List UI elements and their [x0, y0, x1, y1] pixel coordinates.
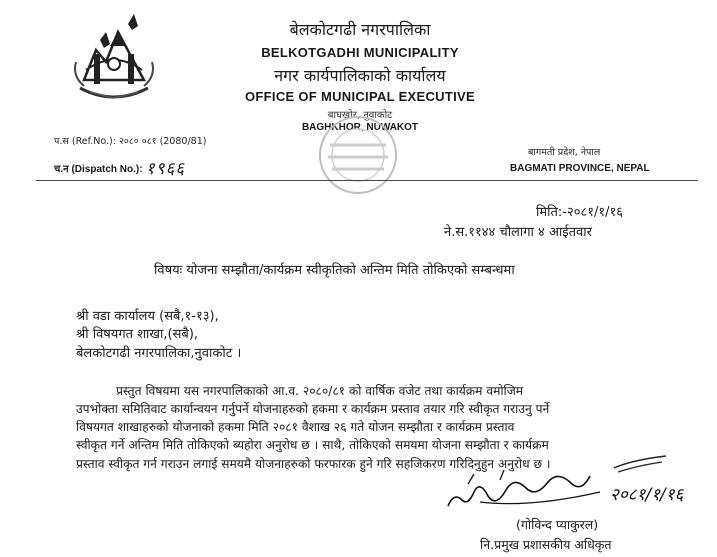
office-stamp	[300, 115, 410, 205]
municipality-logo	[66, 10, 162, 104]
province-np: बागमती प्रदेश, नेपाल	[528, 147, 601, 158]
office-name-en: OFFICE OF MUNICIPAL EXECUTIVE	[245, 89, 475, 104]
ref-value: २०८० ०८१ (2080/81)	[118, 136, 207, 147]
municipality-name-np: बेलकोटगढी नगरपालिका	[289, 20, 431, 39]
body-line: प्रस्ताव स्वीकृत गर्न गराउन लगाई समयमै योजनाहरुको फरफारक हुने गरि सहजिकरण गरिदिनुहुन अनुरोध छ ।	[76, 457, 551, 471]
subject-line: विषयः योजना सम्झौता/कार्यक्रम स्वीकृतिको अन्तिम मिति तोकिएको सम्बन्धमा	[154, 263, 515, 278]
body-line: स्वीकृत गर्ने अन्तिम मिति तोकिएको ब्यहोरा अनुरोध छ । साथै, तोकिएको समयमा योजना सम्झौता र कार्यक्रम	[76, 438, 549, 452]
location-np: बाघखोर, नुवाकोट	[327, 110, 393, 121]
dispatch-label: च.न (Dispatch No.):	[54, 164, 143, 175]
body-line: प्रस्तुत विषयमा यस नगरपालिकाको आ.व. २०८०/८१ को वार्षिक वजेट तथा कार्यक्रम वमोजिम	[116, 384, 524, 398]
office-name-np: नगर कार्यपालिकाको कार्यालय	[274, 66, 446, 85]
letter-date: मिति:-२०८१/१/१६	[536, 205, 624, 220]
body-line: विषयगत शाखाहरुको योजनाको हकमा मिति २०८१ वैशाख २६ गते योजन सम्झौता र कार्यक्रम प्रस्ताव	[76, 420, 515, 434]
dispatch-number	[54, 156, 185, 179]
nepal-samvat-date: ने.स.११४४ चौलागा ४ आईतवार	[444, 225, 592, 240]
header-divider	[36, 180, 698, 181]
location-en: BAGHKHOR, NUWAKOT	[301, 122, 419, 133]
addressee-line: श्री विषयगत शाखा,(सबै),	[76, 327, 199, 342]
reference-number	[54, 134, 206, 147]
handwritten-signature	[440, 462, 705, 514]
ref-label: प.स (Ref.No.):	[54, 136, 116, 147]
signature-date: २०८१/१/१६	[610, 485, 684, 505]
signatory-name: (गोविन्द प्याकुरल)	[516, 517, 599, 532]
municipality-name-en: BELKOTGADHI MUNICIPALITY	[261, 45, 459, 60]
dispatch-value: १९६६	[145, 159, 186, 179]
body-line: उपभोक्ता समितिवाट कार्यान्वयन गर्नुपर्ने योजनाहरुको हकमा र कार्यक्रम प्रस्ताव तयार गरि स्वीकृत गराउनु पर्ने	[76, 402, 550, 416]
province-en: BAGMATI PROVINCE, NEPAL	[510, 163, 650, 174]
signatory-designation: नि.प्रमुख प्रशासकीय अधिकृत	[480, 537, 612, 552]
addressee-line: बेलकोटगढी नगरपालिका,नुवाकोट ।	[76, 346, 242, 361]
addressee-line: श्री वडा कार्यालय (सबै,१-१३),	[76, 309, 219, 324]
